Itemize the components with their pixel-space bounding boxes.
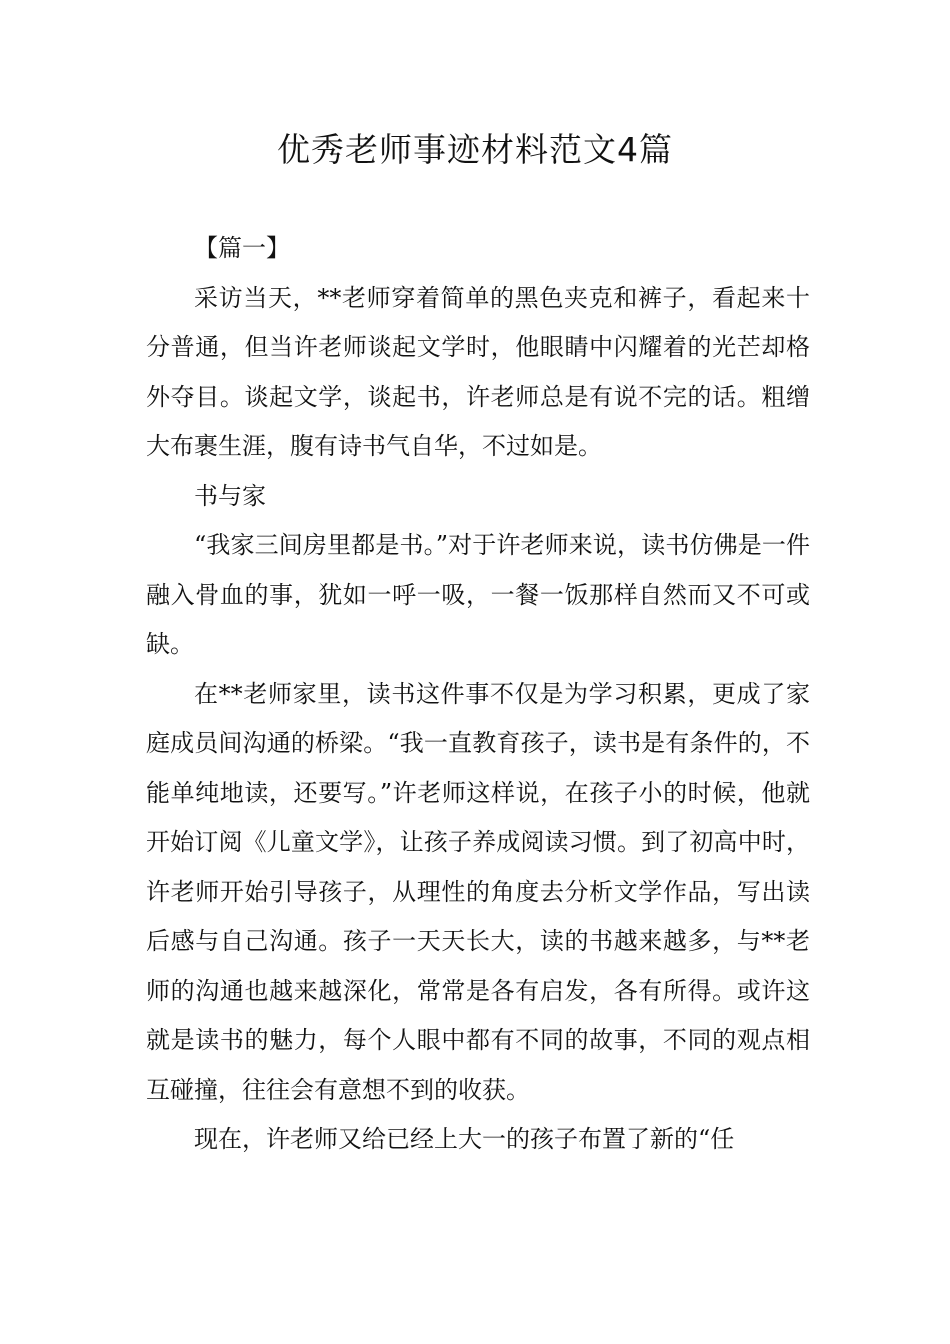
paragraph-3: 在**老师家里，读书这件事不仅是为学习积累，更成了家庭成员间沟通的桥梁。“我一直教育孩子，读书是有条件的，不能单纯地读，还要写。”许老师这样说，在孩子小的时候，他就开始订阅《儿童文学》，让孩子养成阅读习惯。到了初高中时，许老师开始引导孩子，从理性的角度去分析文学作品，写出读后感与自己沟通。孩子一天天长大，读的书越来越多，与**老师的沟通也越来越深化，常常是各有启发，各有所得。或许这就是读书的魅力，每个人眼中都有不同的故事，不同的观点相互碰撞，往往会有意想不到的收获。 <box>146 679 810 1104</box>
subheading-book-and-home: 书与家 <box>194 481 266 510</box>
document-body <box>146 224 810 1165</box>
section-label: 【篇一】 <box>194 234 290 262</box>
paragraph-1: 采访当天，**老师穿着简单的黑色夹克和裤子，看起来十分普通，但当许老师谈起文学时，他眼睛中闪耀着的光芒却格外夺目。谈起文学，谈起书，许老师总是有说不完的话。粗缯大布裹生涯，腹有诗书气自华，不过如是。 <box>146 283 810 460</box>
paragraph-2: “我家三间房里都是书。”对于许老师来说，读书仿佛是一件融入骨血的事，犹如一呼一吸，一餐一饭那样自然而又不可或缺。 <box>146 531 810 658</box>
paragraph-4: 现在，许老师又给已经上大一的孩子布置了新的“任 <box>194 1125 735 1153</box>
document-title: 优秀老师事迹材料范文4篇 <box>277 130 673 169</box>
